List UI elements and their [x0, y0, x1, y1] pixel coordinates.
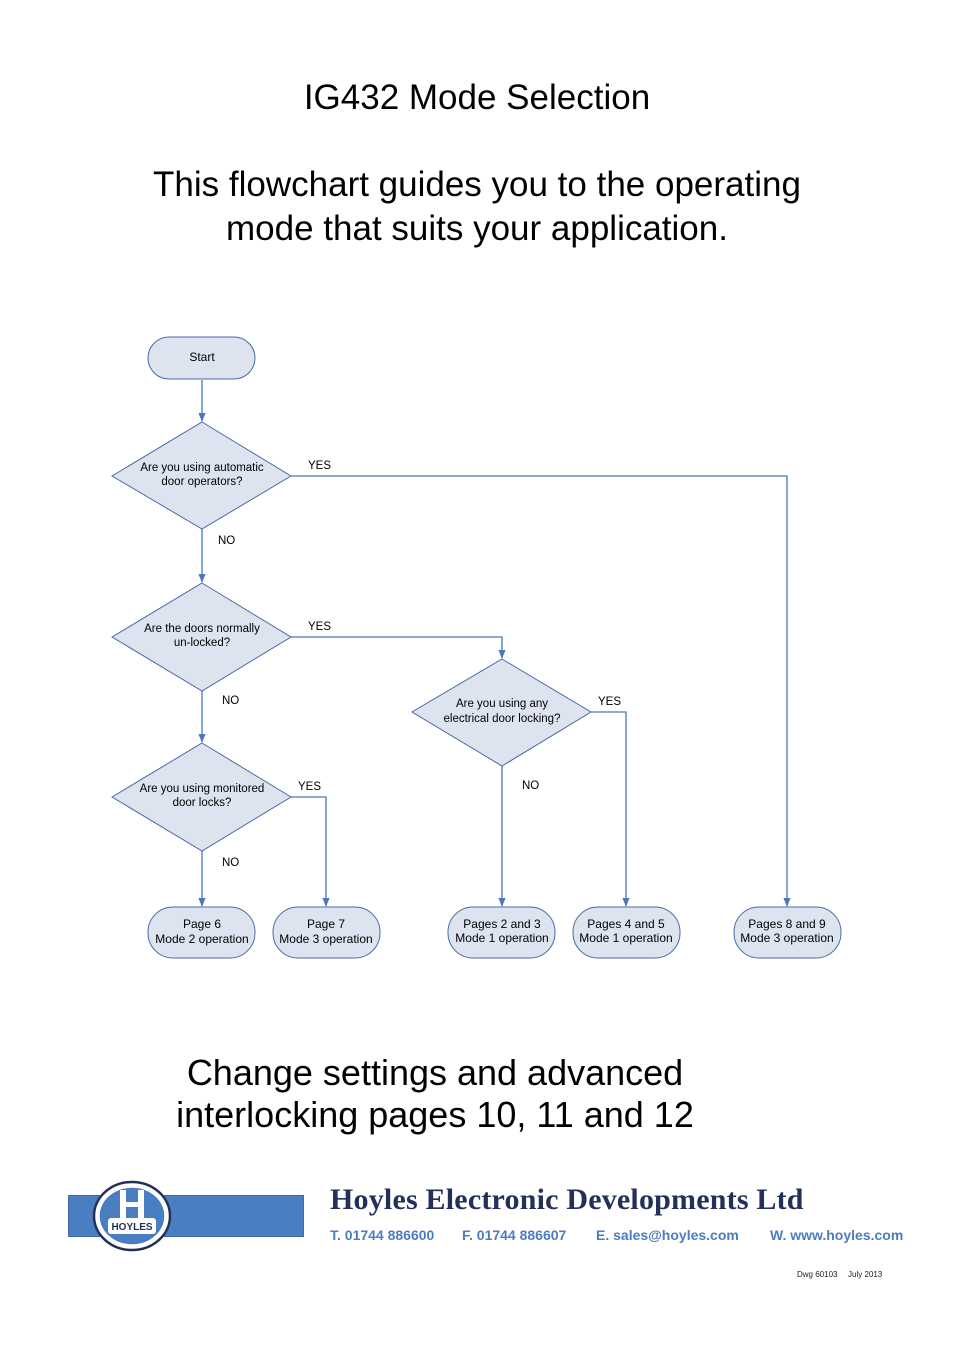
outcome-page-6-line-2: Mode 2 operation — [155, 932, 249, 946]
contact-fax: F. 01744 886607 — [462, 1227, 567, 1243]
decision-monitored-line-1: Are you using monitored — [139, 783, 265, 795]
decision-monitored-locks — [112, 743, 291, 851]
decision-electrical-line-2: electrical door locking? — [443, 713, 561, 725]
contact-email[interactable]: E. sales@hoyles.com — [596, 1227, 739, 1243]
outcome-pages-8-9-line-2: Mode 3 operation — [740, 931, 834, 945]
outcome-page-7-line-1: Page 7 — [306, 917, 346, 931]
logo-text: HOYLES — [111, 1222, 153, 1233]
decision-unlocked-line-1: Are the doors normally — [144, 623, 260, 635]
drawing-number: Dwg 60103 — [797, 1270, 838, 1279]
intro-line-2: mode that suits your application. — [226, 209, 728, 248]
decision-electrical-locking — [412, 659, 591, 766]
drawing-date: July 2013 — [848, 1270, 883, 1279]
connector-unlocked-yes — [291, 637, 502, 658]
outcome-pages-2-3-line-2: Mode 1 operation — [455, 931, 549, 945]
decision-automatic-operators — [112, 422, 291, 529]
outcome-pages-4-5-line-2: Mode 1 operation — [579, 931, 673, 945]
label-unlocked-no: NO — [222, 695, 240, 707]
decision-unlocked-line-2: un-locked? — [173, 637, 231, 649]
connector-monitored-yes — [291, 797, 326, 906]
advanced-line-1: Change settings and advanced — [186, 1052, 684, 1093]
label-electrical-yes: YES — [598, 696, 622, 708]
start-node — [148, 337, 255, 379]
hoyles-logo — [92, 1180, 172, 1252]
contact-telephone: T. 01744 886600 — [330, 1227, 435, 1243]
decision-monitored-line-2: door locks? — [172, 797, 232, 809]
decision-electrical-line-1: Are you using any — [455, 698, 549, 710]
outcome-pages-8-9-line-1: Pages 8 and 9 — [748, 917, 826, 931]
label-electrical-no: NO — [522, 780, 540, 792]
outcome-pages-2-3 — [448, 907, 555, 958]
outcome-page-7-line-2: Mode 3 operation — [279, 932, 373, 946]
outcome-page-7 — [273, 907, 380, 958]
outcome-pages-2-3-line-1: Pages 2 and 3 — [463, 917, 541, 931]
label-monitored-no: NO — [222, 857, 240, 869]
label-automatic-no: NO — [218, 535, 236, 547]
outcome-pages-4-5 — [573, 907, 680, 958]
advanced-settings-text — [80, 1052, 790, 1136]
outcome-page-6 — [148, 907, 255, 958]
page-title: IG432 Mode Selection — [303, 78, 651, 117]
decision-automatic-line-2: door operators? — [161, 476, 243, 488]
decision-doors-unlocked — [112, 583, 291, 691]
contact-website[interactable]: W. www.hoyles.com — [770, 1227, 904, 1243]
outcome-pages-4-5-line-1: Pages 4 and 5 — [587, 917, 665, 931]
intro-line-1: This flowchart guides you to the operating — [153, 165, 801, 204]
start-label: Start — [189, 350, 215, 364]
label-automatic-yes: YES — [308, 460, 332, 472]
outcome-pages-8-9 — [734, 907, 841, 958]
outcome-page-6-line-1: Page 6 — [182, 917, 222, 931]
connector-electrical-yes — [591, 712, 626, 906]
advanced-line-2: interlocking pages 10, 11 and 12 — [176, 1094, 694, 1135]
label-monitored-yes: YES — [298, 781, 322, 793]
decision-automatic-line-1: Are you using automatic — [140, 462, 264, 474]
company-name: Hoyles Electronic Developments Ltd — [330, 1183, 804, 1216]
label-unlocked-yes: YES — [308, 621, 332, 633]
